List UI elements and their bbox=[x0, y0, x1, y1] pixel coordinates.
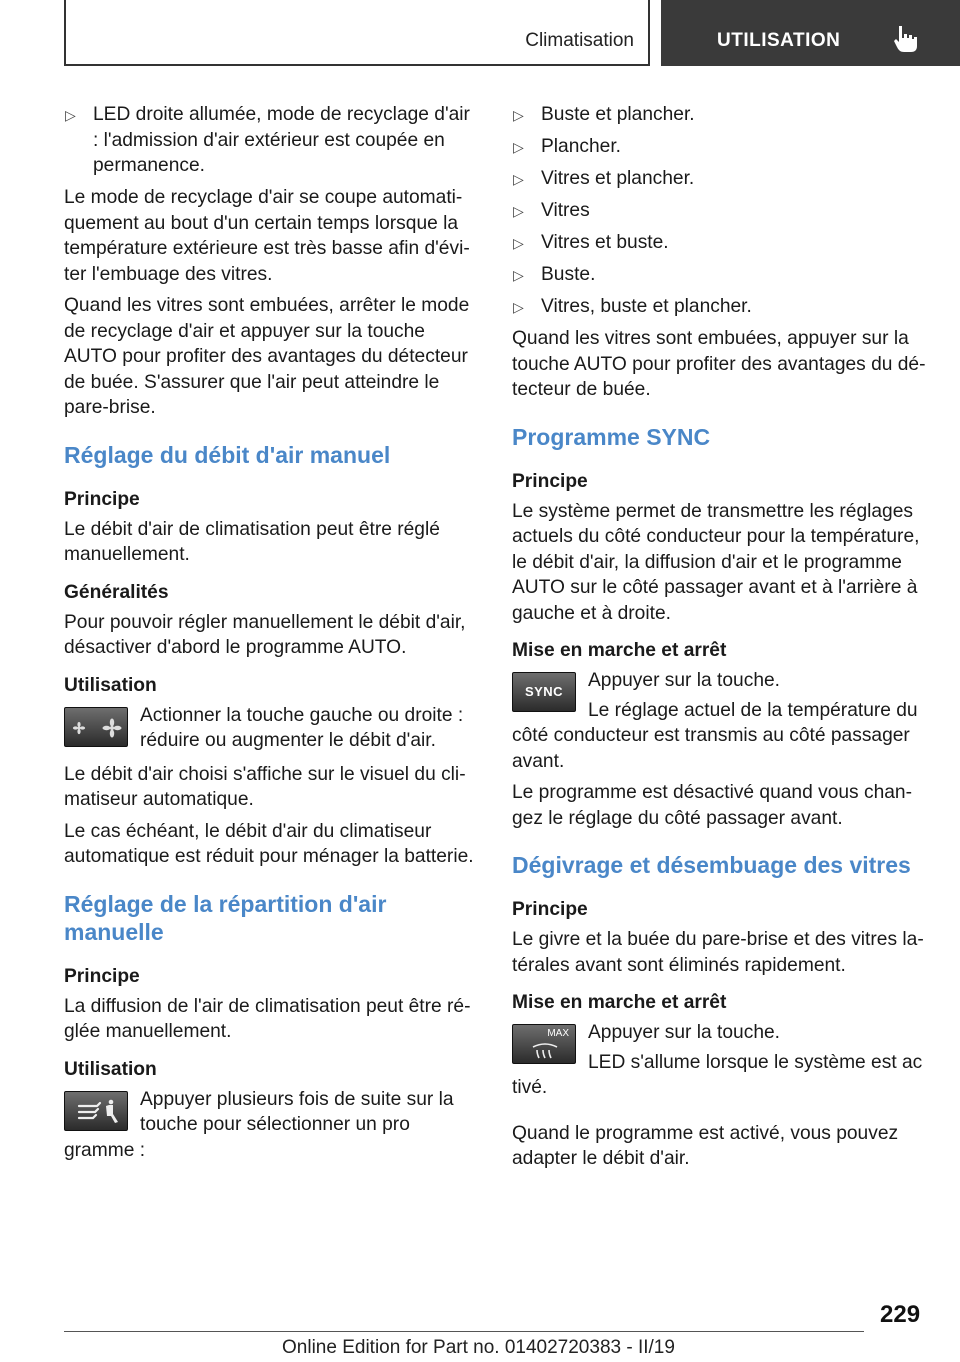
triangle-bullet-icon: ▷ bbox=[513, 235, 524, 251]
paragraph: Le débit d'air choisi s'affiche sur le visuel du climatiseur automatique. bbox=[64, 763, 466, 810]
subheading: Principe bbox=[512, 899, 588, 920]
subheading: Utilisation bbox=[64, 674, 157, 696]
subheading: Mise en marche et arrêt bbox=[512, 640, 727, 661]
header-section-box bbox=[64, 0, 650, 66]
subheading: Principe bbox=[64, 965, 140, 987]
header-chapter-box bbox=[661, 0, 960, 66]
sync-button-icon: SYNC bbox=[512, 672, 576, 712]
left-column bbox=[64, 102, 478, 1169]
max-defrost-button-icon: MAX bbox=[512, 1024, 576, 1064]
footer-divider bbox=[64, 1331, 864, 1332]
fan-speed-button-icon bbox=[64, 707, 128, 747]
page-number: 229 bbox=[880, 1301, 921, 1328]
right-column bbox=[512, 102, 932, 1178]
sync-button-instruction: SYNC Appuyer sur la touche. Le réglage actuel de la température du bbox=[512, 668, 932, 723]
triangle-bullet-icon: ▷ bbox=[513, 171, 524, 187]
header-chapter-title: UTILISATION bbox=[717, 30, 841, 51]
subheading: Principe bbox=[512, 470, 588, 492]
max-defrost-button-instruction: MAX Appuyer sur la touche. LED s'allume lorsque le système est ac bbox=[512, 1020, 932, 1075]
section-heading: Programme SYNC bbox=[512, 423, 711, 450]
paragraph: Quand les vitres sont embuées, appuyer sur la touche AUTO pour profiter des avantages du détecteur de buée. bbox=[512, 328, 926, 400]
paragraph: Le système permet de transmettre les réglages actuels du côté conducteur pour la température, le débit d'air, la diffusion d'air et le programme AUTO sur le côté passager avant et à l'arrière à gauche et à droite. bbox=[512, 500, 920, 624]
subheading: Mise en marche et arrêt bbox=[512, 992, 727, 1013]
list-item: ▷ Vitres, buste et plancher. bbox=[512, 294, 932, 320]
paragraph: gramme : bbox=[64, 1139, 146, 1161]
triangle-bullet-icon: ▷ bbox=[513, 299, 524, 315]
list-item: ▷ Plancher. bbox=[512, 134, 932, 160]
paragraph: Pour pouvoir régler manuellement le débit d'air, désactiver d'abord le programme AUTO. bbox=[64, 611, 466, 658]
list-item: ▷ Vitres et plancher. bbox=[512, 166, 932, 192]
distribution-button-instruction: Appuyer plusieurs fois de suite sur la touche pour sélectionner un pro bbox=[64, 1087, 478, 1138]
paragraph: Le programme est désactivé quand vous changez le réglage du côté passager avant. bbox=[512, 782, 912, 829]
triangle-bullet-icon: ▷ bbox=[513, 267, 524, 283]
paragraph: Le cas échéant, le débit d'air du climatiseur automatique est réduit pour ménager la batterie. bbox=[64, 820, 474, 867]
paragraph: Le mode de recyclage d'air se coupe automatiquement au bout d'un certain temps lorsque la température extérieure est très basse afin d'éviter l'embuage des vitres. bbox=[64, 187, 470, 285]
header-section-title: Climatisation bbox=[525, 30, 634, 51]
fan-button-instruction: Actionner la touche gauche ou droite : réduire ou augmenter le débit d'air. bbox=[64, 703, 478, 754]
triangle-bullet-icon: ▷ bbox=[513, 107, 524, 123]
triangle-bullet-icon: ▷ bbox=[65, 107, 76, 123]
list-item: ▷ Buste. bbox=[512, 262, 932, 288]
section-heading: Réglage de la répartition d'air manuelle bbox=[64, 890, 387, 945]
paragraph: Quand le programme est activé, vous pouvez adapter le débit d'air. bbox=[512, 1122, 899, 1169]
section-heading: Réglage du débit d'air manuel bbox=[64, 441, 391, 468]
footer-edition: Online Edition for Part no. 01402720383 - II/19 bbox=[282, 1337, 675, 1358]
subheading: Utilisation bbox=[64, 1058, 157, 1080]
air-distribution-button-icon bbox=[64, 1091, 128, 1131]
list-item: ▷ LED droite allumée, mode de recyclage d'air : l'admission d'air extérieur est coupée en permanence. bbox=[65, 104, 470, 176]
triangle-bullet-icon: ▷ bbox=[513, 139, 524, 155]
paragraph: La diffusion de l'air de climatisation peut être réglée manuellement. bbox=[64, 995, 471, 1042]
paragraph: côté conducteur est transmis au côté passager avant. bbox=[512, 725, 910, 772]
hand-pointer-icon bbox=[893, 24, 919, 54]
section-heading: Dégivrage et désembuage des vitres bbox=[512, 852, 911, 878]
paragraph: Le débit d'air de climatisation peut être réglé manuellement. bbox=[64, 518, 440, 565]
paragraph: Quand les vitres sont embuées, arrêter le mode de recyclage d'air et appuyer sur la touche AUTO pour profiter des avantages du détecteur de buée. S'assurer que l'air peut atteindre le pare-brise. bbox=[64, 295, 470, 418]
paragraph: Le givre et la buée du pare-brise et des vitres latérales avant sont éliminés rapidement. bbox=[512, 929, 924, 976]
list-item: ▷ Buste et plancher. bbox=[512, 102, 932, 128]
paragraph: tivé. bbox=[512, 1077, 548, 1098]
subheading: Principe bbox=[64, 488, 140, 510]
list-item: ▷ Vitres bbox=[512, 198, 932, 224]
list-item: ▷ Vitres et buste. bbox=[512, 230, 932, 256]
subheading: Généralités bbox=[64, 581, 169, 603]
triangle-bullet-icon: ▷ bbox=[513, 203, 524, 219]
